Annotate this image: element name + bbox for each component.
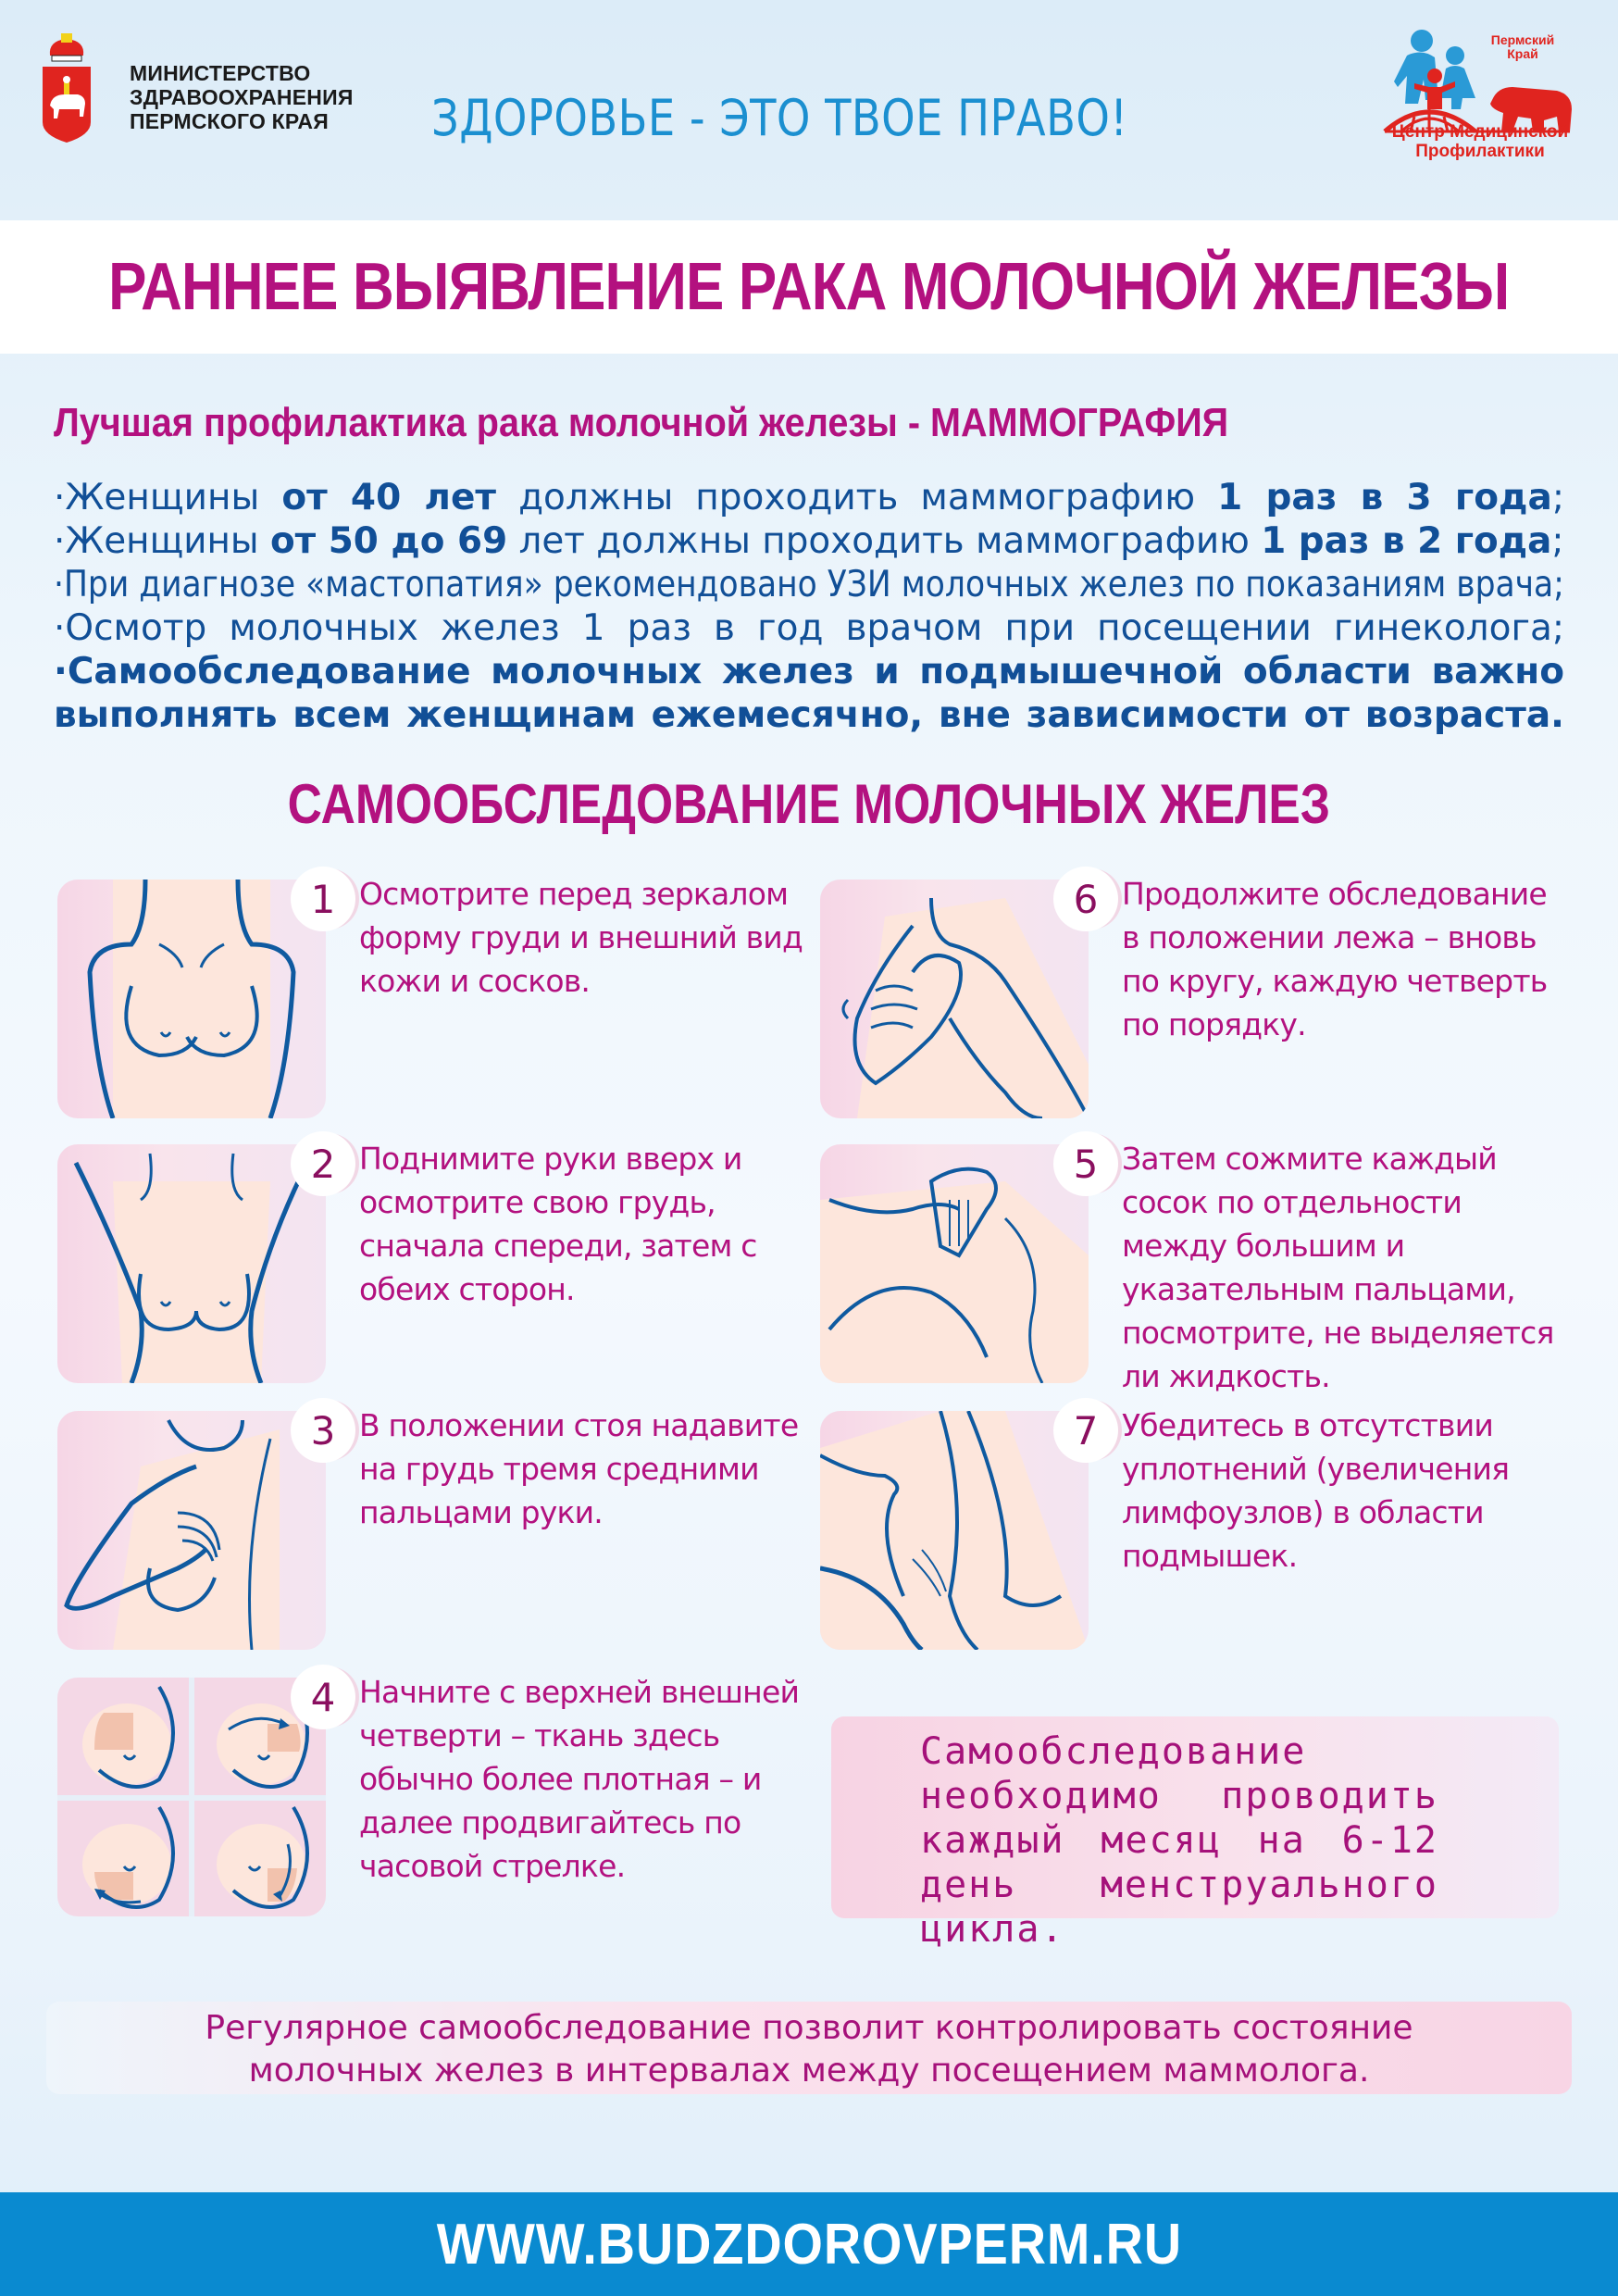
bottom-note-line: молочных желез в интервалах между посещением маммолога. [248, 2052, 1370, 2090]
ministry-line: ЗДРАВООХРАНЕНИЯ [130, 85, 354, 109]
self-exam-timing-callout [831, 1716, 1559, 1951]
callout-text: Самообследование необходимо проводить каждый месяц на 6-12 день менструального цикла. [920, 1730, 1438, 1951]
footer [0, 2192, 1618, 2296]
step-text: Поднимите руки вверх и осмотрите свою грудь, сначала спереди, затем с обеих сторон. [359, 1141, 757, 1307]
rule-emphasis: ·Самообследование молочных желез и подмышечной области важно [54, 651, 1564, 693]
title-band [0, 220, 1618, 354]
step-3 [39, 1391, 798, 1631]
step-number: 4 [291, 1665, 355, 1729]
header [0, 0, 1618, 220]
prevention-rule [54, 606, 1564, 650]
front-torso-mirror-icon [57, 880, 326, 1118]
step-4 [39, 1657, 798, 1898]
rule-emphasis: 1 раз в 3 года [1217, 477, 1552, 518]
step-6 [802, 859, 1561, 1100]
partner-name [1374, 122, 1587, 161]
region-line: Край [1507, 46, 1538, 61]
ministry-line: МИНИСТЕРСТВО [130, 61, 311, 85]
page-title: РАННЕЕ ВЫЯВЛЕНИЕ РАКА МОЛОЧНОЙ ЖЕЛЕЗЫ [108, 250, 1510, 324]
region-line: Пермский [1490, 32, 1555, 47]
self-exam-title [0, 772, 1618, 836]
prevention-rules [54, 476, 1564, 737]
step-number: 7 [1053, 1398, 1118, 1463]
armpit-check-icon [820, 1411, 1089, 1650]
rule-text: ; [1551, 520, 1564, 562]
arms-raised-torso-icon [57, 1144, 326, 1383]
bottom-note [46, 2002, 1572, 2094]
prevention-rule [54, 519, 1564, 563]
perm-coat-of-arms-icon [41, 33, 93, 148]
bottom-note-text [46, 2007, 1572, 2092]
bottom-note-line: Регулярное самообследование позволит контролировать состояние [205, 2009, 1413, 2047]
rule-text: ·Женщины [54, 520, 270, 562]
website-link[interactable]: WWW.BUDZDOROVPERM.RU [436, 2212, 1182, 2277]
step-number: 3 [291, 1398, 355, 1463]
quadrant-clockwise-diagram-icon [57, 1678, 326, 1916]
slogan: ЗДОРОВЬЕ - ЭТО ТВОЕ ПРАВО! [431, 89, 1128, 147]
step-text: Начните с верхней внешней четверти – ткань здесь обычно более плотная – и далее продвигайтесь по часовой стрелке. [359, 1674, 800, 1884]
step-text: В положении стоя надавите на грудь тремя средними пальцами руки. [359, 1407, 799, 1530]
prevention-rule [54, 693, 1564, 737]
rule-text: должны проходить маммографию [496, 477, 1218, 518]
rule-text: ·Женщины [54, 477, 282, 518]
rule-text: лет должны проходить маммографию [507, 520, 1262, 562]
rule-emphasis: от 40 лет [281, 477, 497, 518]
rule-emphasis: 1 раз в 2 года [1261, 520, 1552, 562]
step-number: 2 [291, 1131, 355, 1196]
step-2 [39, 1124, 798, 1365]
rule-text: ·При диагнозе «мастопатия» рекомендовано УЗИ молочных желез по показаниям врача; [54, 564, 1564, 605]
step-text: Затем сожмите каждый сосок по отдельности между большим и указательным пальцами, посмотрите, не выделяется ли жидкость. [1122, 1141, 1554, 1394]
rule-emphasis: выполнять всем женщинам ежемесячно, вне зависимости от возраста. [54, 694, 1564, 736]
step-1 [39, 859, 803, 1100]
standing-palpation-icon [57, 1411, 326, 1650]
lying-palpation-icon [820, 880, 1089, 1118]
prevention-subtitle: Лучшая профилактика рака молочной железы - МАММОГРАФИЯ [54, 400, 1229, 445]
nipple-squeeze-icon [820, 1144, 1089, 1383]
rule-emphasis: от 50 до 69 [269, 520, 508, 562]
partner-region-label [1481, 33, 1564, 61]
step-7 [802, 1391, 1561, 1631]
step-number: 1 [291, 867, 355, 931]
step-5 [802, 1124, 1561, 1394]
partner-name-line: Профилактики [1415, 142, 1545, 161]
step-number: 5 [1053, 1131, 1118, 1196]
ministry-line: ПЕРМСКОГО КРАЯ [130, 109, 329, 133]
prevention-rule [54, 650, 1564, 693]
ministry-name [130, 61, 354, 133]
step-text: Продолжите обследование в положении лежа – вновь по кругу, каждую четверть по порядку. [1122, 876, 1548, 1042]
partner-name-line: Центр Медицинской [1391, 122, 1569, 142]
prevention-rule [54, 476, 1564, 519]
rule-text: ·Осмотр молочных желез 1 раз в год врачом при посещении гинеколога; [54, 607, 1564, 649]
prevention-rule [54, 563, 1564, 606]
step-text: Осмотрите перед зеркалом форму груди и внешний вид кожи и сосков. [359, 876, 803, 999]
self-exam-title-text: САМООБСЛЕДОВАНИЕ МОЛОЧНЫХ ЖЕЛЕЗ [287, 773, 1331, 835]
step-text: Убедитесь в отсутствии уплотнений (увеличения лимфоузлов) в области подмышек. [1122, 1407, 1510, 1574]
rule-text: ; [1551, 477, 1564, 518]
step-number: 6 [1053, 867, 1118, 931]
